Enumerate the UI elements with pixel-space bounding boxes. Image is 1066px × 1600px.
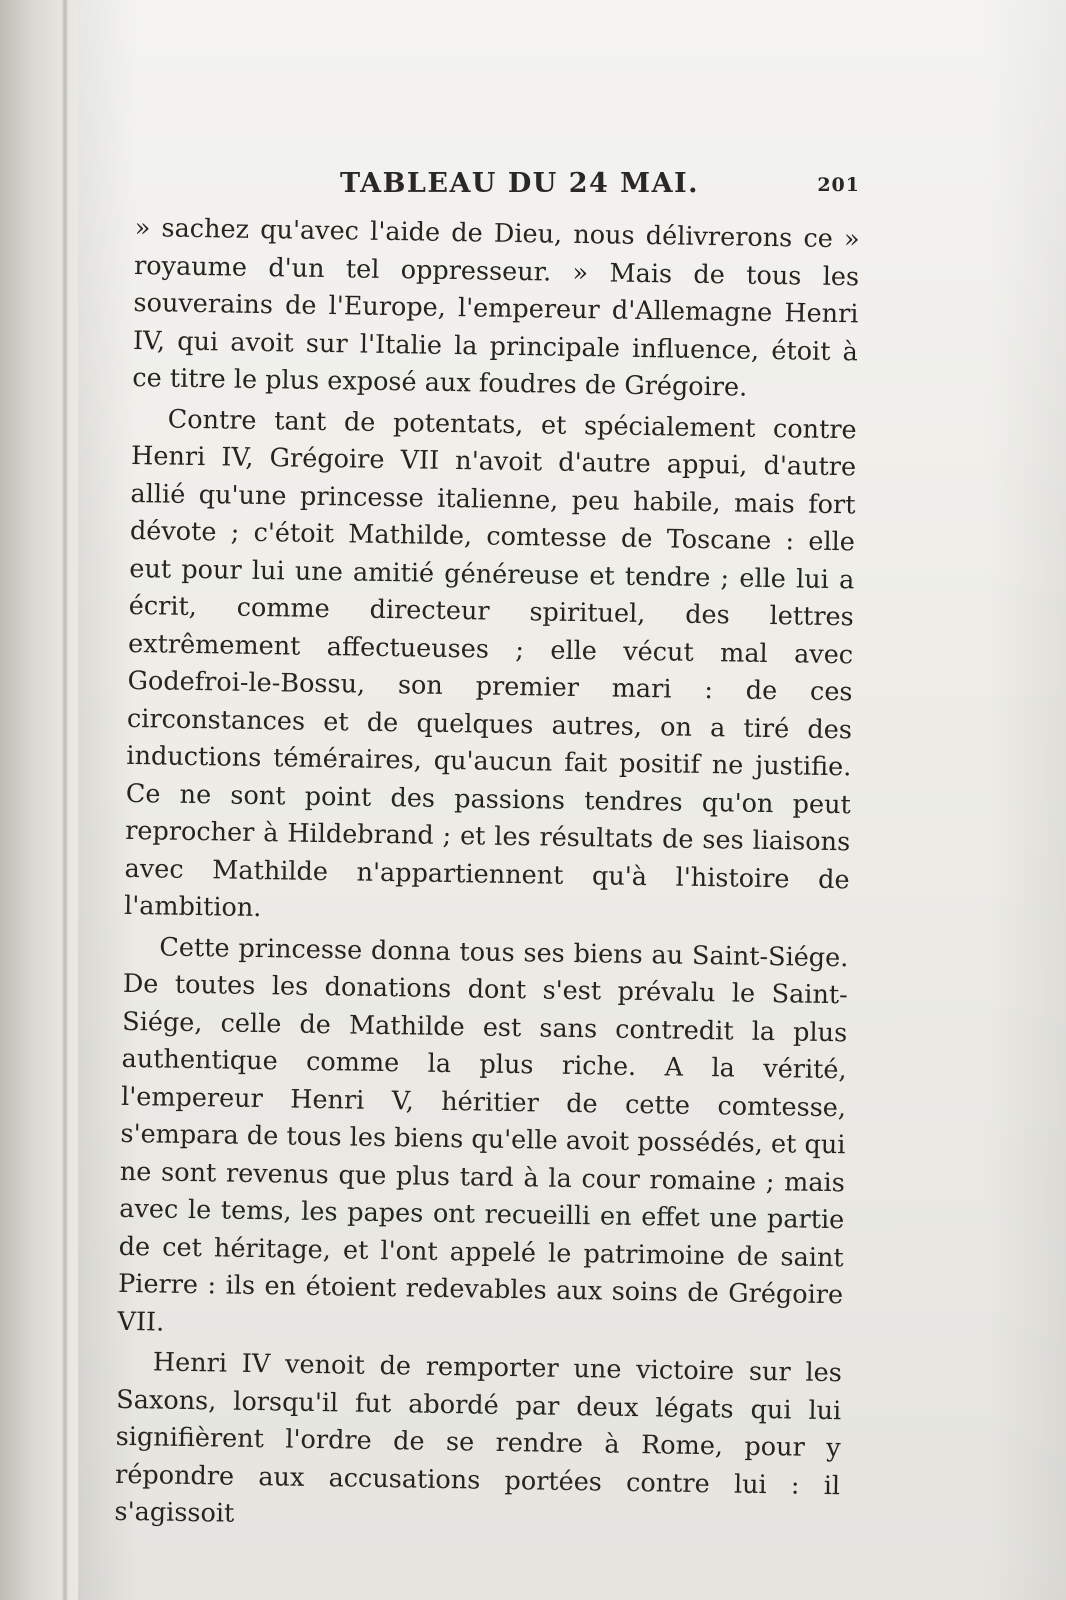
page-number: 201 [817, 174, 860, 196]
page-header [250, 168, 860, 208]
paragraph-3: Cette princesse donna tous ses biens au Saint-Siége. De toutes les donations dont s'est prévalu le Saint-Siége, celle de Mathilde est sans contredit la plus authentique comme la plus riche. A la vérité, l'empereur Henri V, héritier de cette comtesse, s'empara de tous les biens qu'elle avoit possédés, et qui ne sont revenus que plus tard à la cour romaine ; mais avec le tems, les papes ont recueilli en effet une partie de cet héritage, et l'ont appelé le patrimoine de saint Pierre : ils en étoient redevables aux soins de Grégoire VII. [117, 931, 849, 1338]
paragraph-1: » sachez qu'avec l'aide de Dieu, nous délivrerons ce » royaume d'un tel oppresseur. » Mais de tous les souverains de l'Europe, l'empereur d'Allemagne Henri IV, qui avoit sur l'Italie la principale influence, étoit à ce titre le plus exposé aux foudres de Grégoire. [132, 212, 860, 403]
paragraph-2: Contre tant de potentats, et spécialement contre Henri IV, Grégoire VII n'avoit d'autre appui, d'autre allié qu'une princesse italienne, peu habile, mais fort dévote ; c'étoit Mathilde, comtesse de Toscane : elle eut pour lui une amitié généreuse et tendre ; elle lui a écrit, comme directeur spirituel, des lettres extrêmement affectueuses ; elle vécut mal avec Godefroi-le-Bossu, son premier mari : de ces circonstances et de quelques autres, on a tiré des inductions téméraires, qu'aucun fait positif ne justifie. Ce ne sont point des passions tendres qu'on peut reprocher à Hildebrand ; et les résultats de ses liaisons avec Mathilde n'appartiennent qu'à l'histoire de l'ambition. [123, 404, 857, 924]
body-text [114, 210, 860, 1546]
page-edge-shadow [62, 0, 68, 1600]
running-title: TABLEAU DU 24 MAI. [340, 168, 700, 199]
paragraph-4: Henri IV venoit de remporter une victoire sur les Saxons, lorsqu'il fut abordé par deux légats qui lui signifièrent l'ordre de se rendre à Rome, pour y répondre aux accusations portées contre lui : il s'agissoit [114, 1347, 843, 1529]
book-gutter [0, 0, 90, 1600]
